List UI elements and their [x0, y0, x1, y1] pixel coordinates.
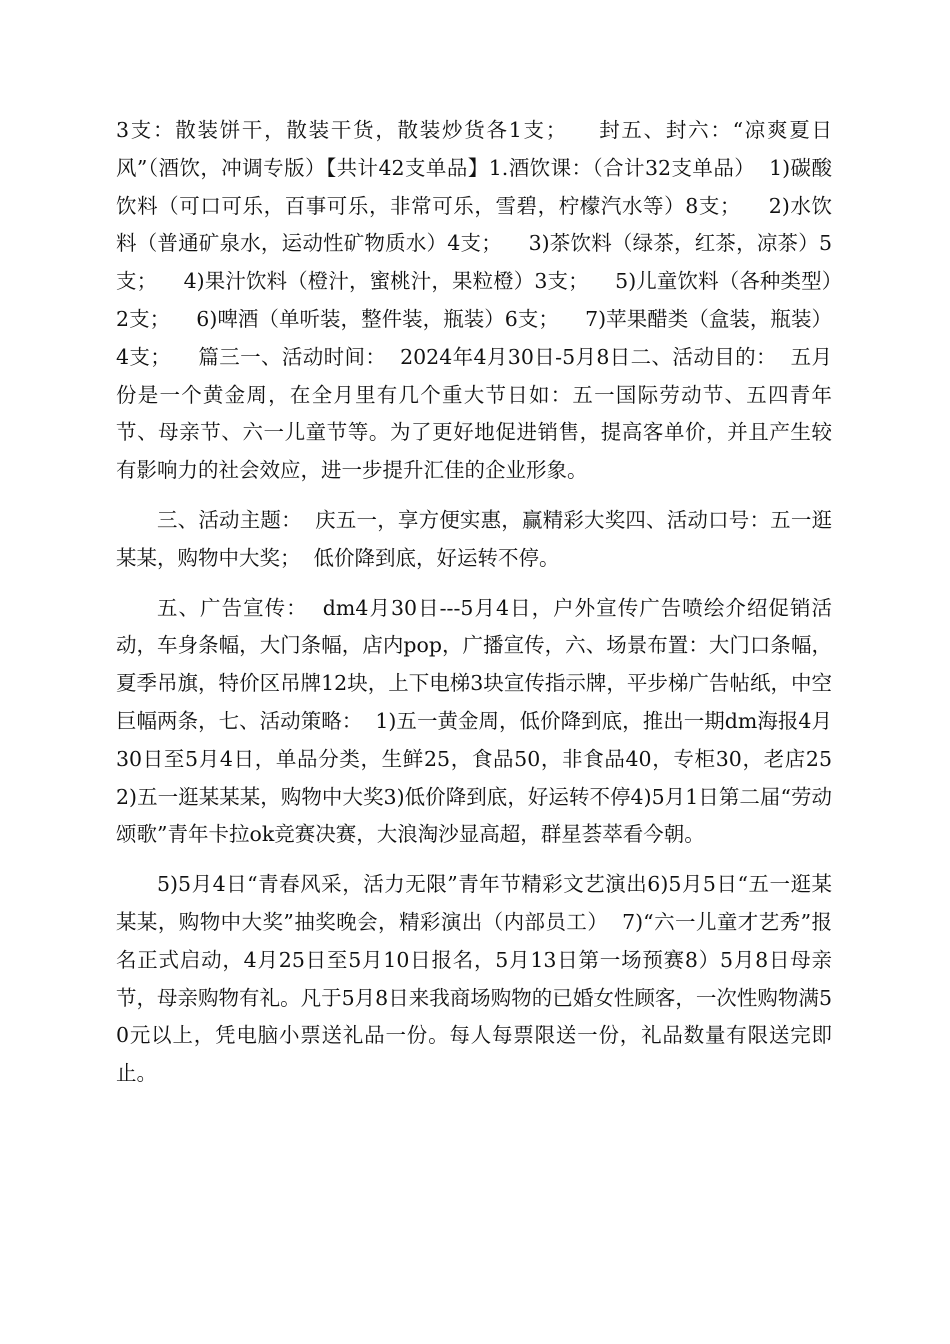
document-page: [116, 112, 832, 1093]
paragraph-3: 五、广告宣传： dm4月30日---5月4日，户外宣传广告喷绘介绍促销活动，车身条幅，大门条幅，店内pop，广播宣传，六、场景布置：大门口条幅，夏季吊旗，特价区吊牌12块，上下电梯3块宣传指示牌，平步梯广告帖纸，中空巨幅两条，七、活动策略： 1)五一黄金周，低价降到底，推出一期dm海报4月30日至5月4日，单品分类，生鲜25，食品50，非食品40，专柜30，老店252)五一逛某某某，购物中大奖3)低价降到底，好运转不停4)5月1日第二届“劳动颂歌”青年卡拉ok竞赛决赛，大浪淘沙显高超，群星荟萃看今朝。: [116, 595, 832, 847]
paragraph-1: 3支：散装饼干，散装干货，散装炒货各1支； 封五、封六：“凉爽夏日风”（酒饮，冲调专版）【共计42支单品】1.酒饮课：（合计32支单品） 1)碳酸饮料（可口可乐，百事可乐，非常可乐，雪碧，柠檬汽水等）8支； 2)水饮料（普通矿泉水，运动性矿物质水）4支； 3)茶饮料（绿茶，红茶，凉茶）5支； 4)果汁饮料（橙汁，蜜桃汁，果粒橙）3支； 5)儿童饮料（各种类型）2支； 6)啤酒（单听装，整件装，瓶装）6支； 7)苹果醋类（盒装，瓶装）4支； 篇三一、活动时间： 2024年4月30日-5月8日二、活动目的： 五月份是一个黄金周，在全月里有几个重大节日如：五一国际劳动节、五四青年节、母亲节、六一儿童节等。为了更好地促进销售，提高客单价，并且产生较有影响力的社会效应，进一步提升汇佳的企业形象。: [116, 118, 832, 483]
paragraph-4: 5)5月4日“青春风采，活力无限”青年节精彩文艺演出6)5月5日“五一逛某某某，购物中大奖”抽奖晚会，精彩演出（内部员工） 7)“六一儿童才艺秀”报名正式启动，4月25日至5月10日报名，5月13日第一场预赛8）5月8日母亲节，母亲购物有礼。凡于5月8日来我商场购物的已婚女性顾客，一次性购物满50元以上，凭电脑小票送礼品一份。每人每票限送一份，礼品数量有限送完即止。: [116, 872, 832, 1086]
paragraph-2: 三、活动主题： 庆五一，享方便实惠，赢精彩大奖四、活动口号：五一逛某某，购物中大奖； 低价降到底，好运转不停。: [116, 507, 832, 570]
